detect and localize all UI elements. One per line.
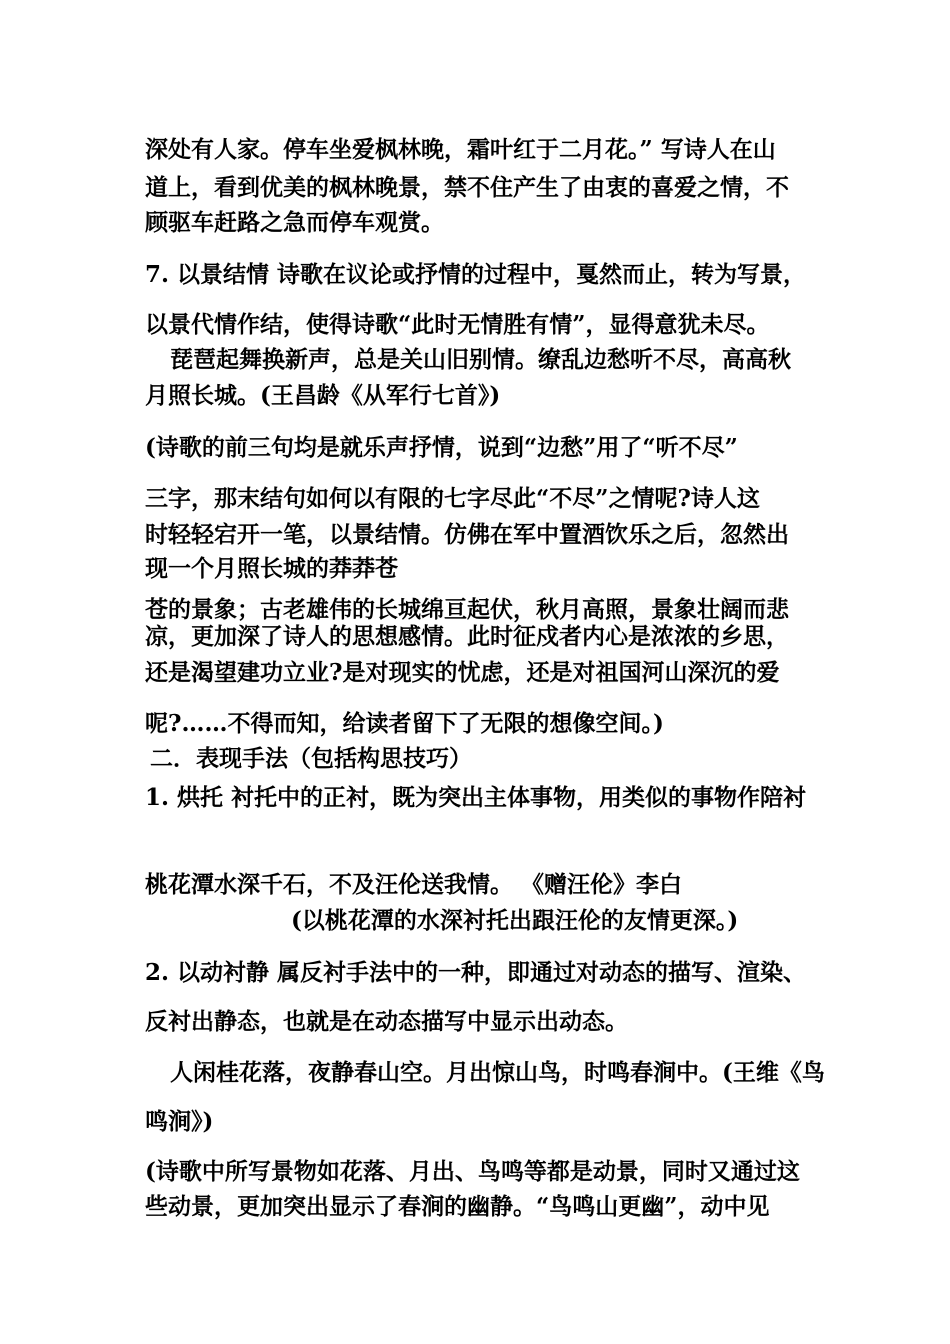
text-line: 深处有人家。停车坐爱枫林晚，霜叶红于二月花。” 写诗人在山 <box>145 136 776 163</box>
commentary-line: 三字，那末结句如何以有限的七字尽此“不尽”之情呢?诗人这 <box>145 485 760 512</box>
commentary-line: 些动景，更加突出显示了春涧的幽静。“鸟鸣山更幽”，动中见 <box>145 1193 770 1220</box>
section-item-7: 7. 以景结情 诗歌在议论或抒情的过程中，戛然而止，转为写景， <box>145 261 807 288</box>
commentary-line: 凉，更加深了诗人的思想感情。此时征戍者内心是浓浓的乡思， <box>145 623 789 650</box>
poem-line: 鸣涧》) <box>145 1108 214 1135</box>
text-line: 反衬出静态，也就是在动态描写中显示出动态。 <box>145 1008 628 1035</box>
commentary-line: (诗歌的前三句均是就乐声抒情，说到“边愁”用了“听不尽” <box>145 434 738 461</box>
commentary-line: 苍的景象；古老雄伟的长城绵亘起伏，秋月高照，景象壮阔而悲 <box>145 596 789 623</box>
commentary-line: 现一个月照长城的莽莽苍 <box>145 555 398 582</box>
commentary-line: (以桃花潭的水深衬托出跟汪伦的友情更深。) <box>291 907 739 934</box>
commentary-line: 呢?……不得而知，给读者留下了无限的想像空间。) <box>145 710 664 737</box>
text-line: 顾驱车赶路之急而停车观赏。 <box>145 209 444 236</box>
section-heading: 二．表现手法（包括构思技巧） <box>150 745 472 772</box>
poem-line: 月照长城。(王昌龄《从军行七首》) <box>145 382 501 409</box>
commentary-line: 还是渴望建功立业?是对现实的忧虑，还是对祖国河山深沉的爱 <box>145 659 780 686</box>
poem-line: 人闲桂花落，夜静春山空。月出惊山鸟，时鸣春涧中。(王维《鸟 <box>170 1059 825 1086</box>
poem-line: 桃花潭水深千石，不及汪伦送我情。 《赠汪伦》李白 <box>145 871 683 898</box>
poem-line: 琵琶起舞换新声，总是关山旧别情。缭乱边愁听不尽，高高秋 <box>170 346 791 373</box>
text-line: 以景代情作结，使得诗歌“此时无情胜有情”，显得意犹未尽。 <box>145 311 770 338</box>
section-item-2: 2. 以动衬静 属反衬手法中的一种，即通过对动态的描写、渲染、 <box>145 959 807 986</box>
commentary-line: (诗歌中所写景物如花落、月出、鸟鸣等都是动景，同时又通过这 <box>145 1158 800 1185</box>
section-item-1: 1. 烘托 衬托中的正衬，既为突出主体事物，用类似的事物作陪衬 <box>145 784 807 811</box>
text-line: 道上，看到优美的枫林晚景，禁不住产生了由衷的喜爱之情，不 <box>145 174 789 201</box>
commentary-line: 时轻轻宕开一笔，以景结情。仿佛在军中置酒饮乐之后，忽然出 <box>145 521 789 548</box>
